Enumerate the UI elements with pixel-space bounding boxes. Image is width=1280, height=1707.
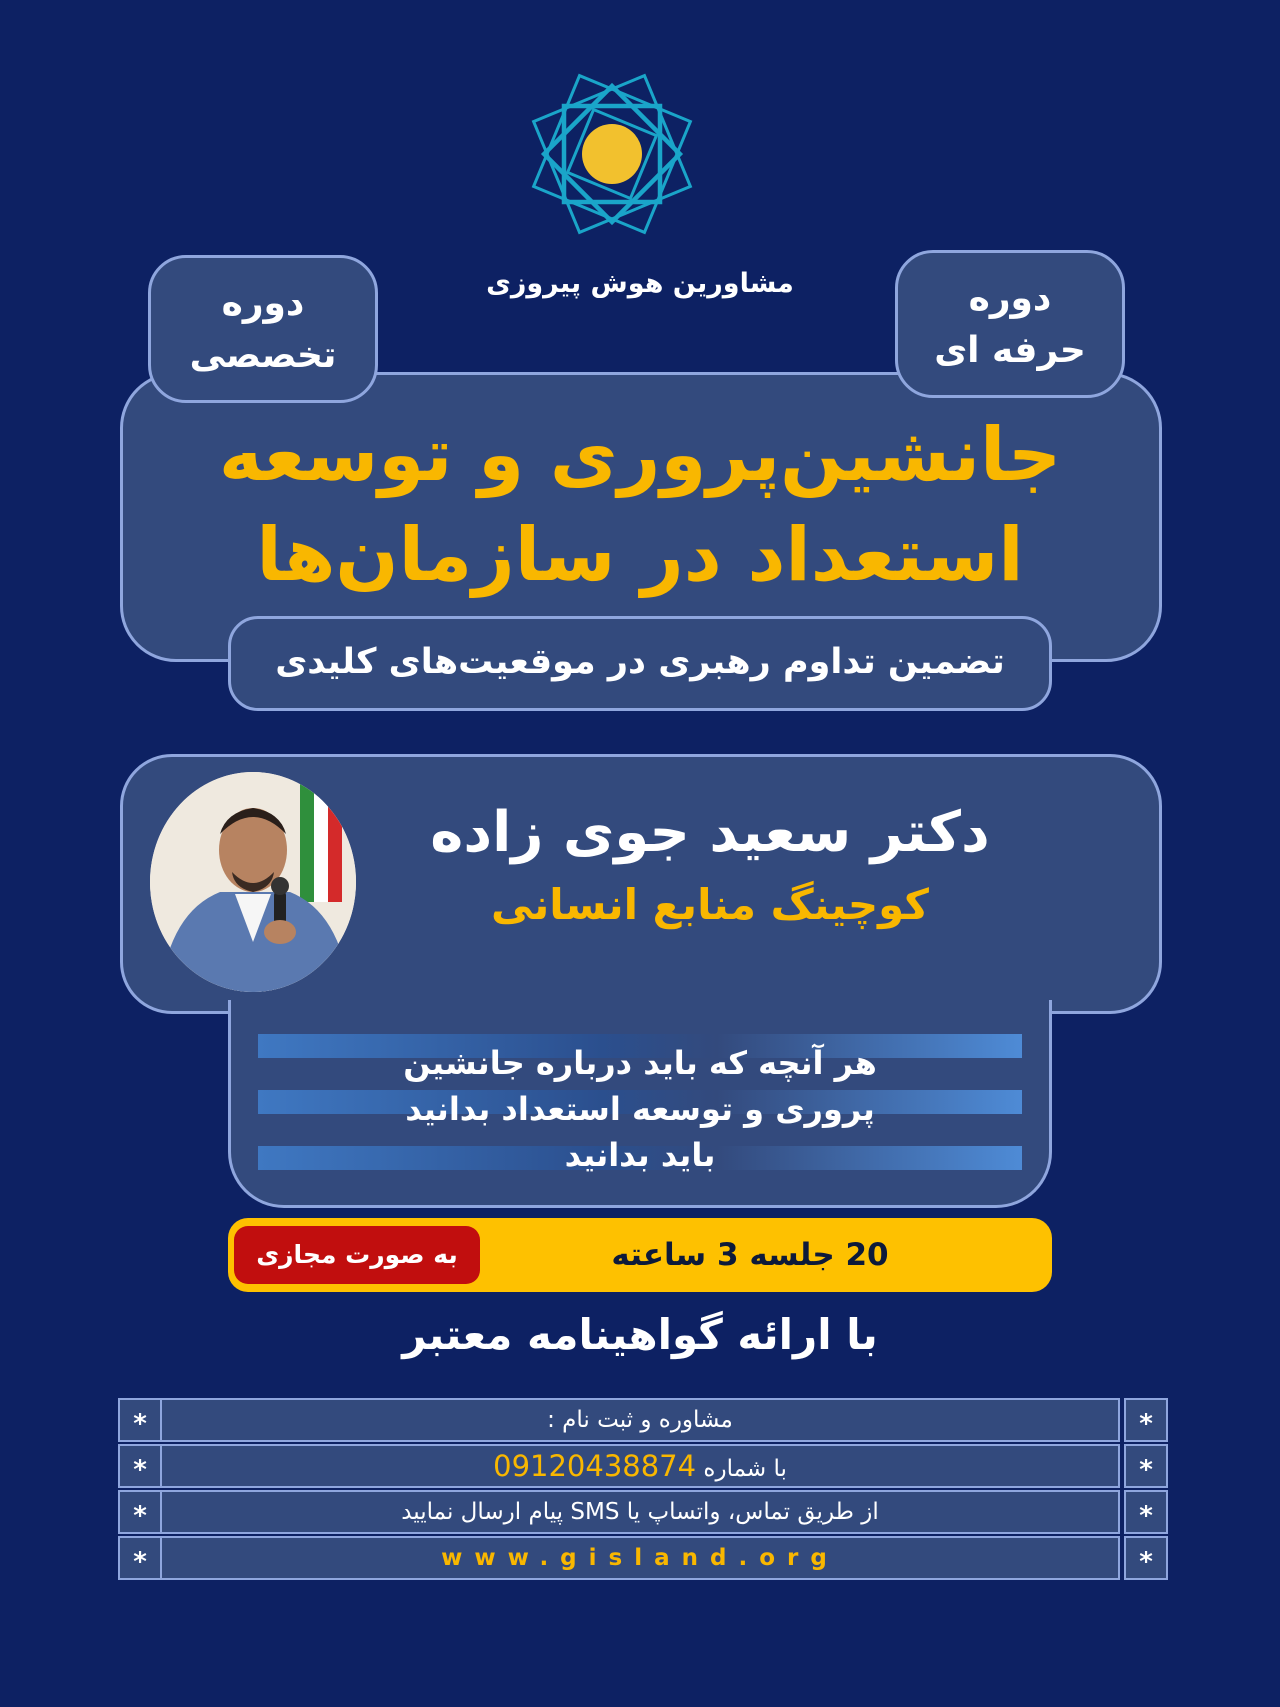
bullet-icon: *	[1124, 1536, 1168, 1580]
info-text	[260, 1040, 1020, 1178]
info-line3: باید بدانید	[564, 1136, 716, 1174]
certificate-note: با ارائه گواهینامه معتبر	[402, 1310, 878, 1359]
bullet-icon: *	[1124, 1444, 1168, 1488]
contact-phone-row	[160, 1444, 1120, 1488]
bullet-icon: *	[118, 1536, 162, 1580]
course-title-line2: استعداد در سازمان‌ها	[256, 512, 1024, 598]
sessions-info: 20 جلسه 3 ساعته	[611, 1237, 889, 1273]
contact-heading: مشاوره و ثبت نام :	[160, 1398, 1120, 1442]
course-subtitle: تضمین تداوم رهبری در موقعیت‌های کلیدی	[228, 616, 1052, 711]
tag-professional-line2: حرفه ای	[934, 330, 1086, 371]
bullet-icon: *	[118, 1444, 162, 1488]
tag-specialized	[148, 255, 378, 403]
info-line2: پروری و توسعه استعداد بدانید	[405, 1090, 875, 1128]
presenter-name: دکتر سعید جوی زاده	[430, 800, 990, 865]
tag-professional-line1: دوره	[968, 278, 1052, 319]
info-line1: هر آنچه که باید درباره جانشین	[403, 1044, 877, 1082]
brand-name: مشاورین هوش پیروزی	[486, 268, 794, 299]
bullet-icon: *	[118, 1398, 162, 1442]
presenter-role: کوچینگ منابع انسانی	[491, 880, 929, 929]
presenter-photo	[150, 772, 356, 992]
company-logo	[530, 72, 694, 236]
contact-channels: از طریق تماس، واتساپ یا SMS پیام ارسال نمایید	[160, 1490, 1120, 1534]
tag-professional	[895, 250, 1125, 398]
contact-website-row	[160, 1536, 1120, 1580]
online-badge: به صورت مجازی	[234, 1226, 480, 1284]
bullet-icon: *	[1124, 1490, 1168, 1534]
phone-number[interactable]: 09120438874	[493, 1449, 697, 1483]
phone-prefix: با شماره	[703, 1456, 787, 1482]
website-link[interactable]: www.gisland.org	[441, 1545, 839, 1571]
bullet-icon: *	[118, 1490, 162, 1534]
course-title	[150, 405, 1130, 605]
bullet-icon: *	[1124, 1398, 1168, 1442]
tag-specialized-line2: تخصصی	[189, 335, 337, 376]
course-title-line1: جانشین‌پروری و توسعه	[218, 412, 1062, 498]
tag-specialized-line1: دوره	[221, 283, 305, 324]
